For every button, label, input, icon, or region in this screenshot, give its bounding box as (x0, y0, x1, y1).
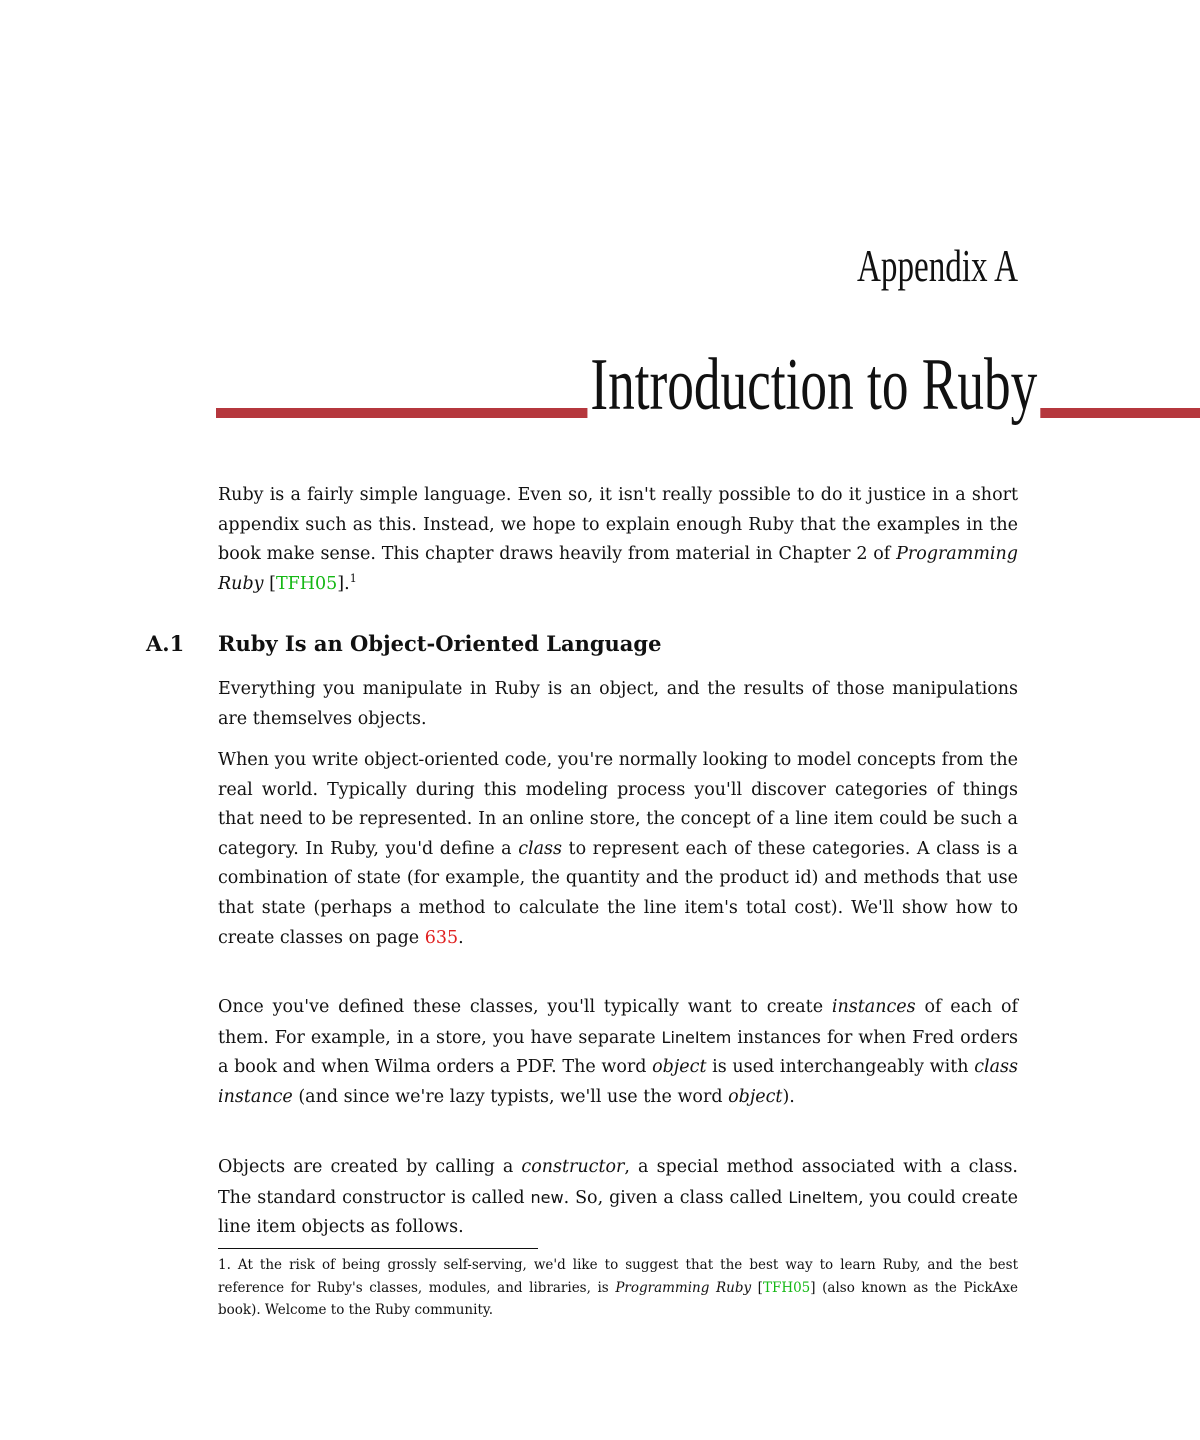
code-new: new (530, 1187, 564, 1207)
para3-text-e: (and since we're lazy typists, we'll use the word (292, 1086, 729, 1107)
paragraph-3 (218, 993, 1018, 1112)
intro-text: Ruby is a fairly simple language. Even so, it isn't really possible to do it justice in a short appendix such as this. Instead, we hope to explain enough Ruby that the examples in the book make sense. This chapter draws heavily from material in Chapter 2 of (218, 485, 1018, 565)
intro-bracket-close: ]. (337, 573, 350, 594)
para2-text-b: to represent each of these categories. A class is a combination of state (for example, the quantity and the product id) and methods that use that state (perhaps a method to calculate the line item's total cost). We'll show how to create classes on page (218, 838, 1018, 948)
para4-text-a: Objects are created by calling a (218, 1157, 522, 1177)
footnote-text-b: ] (also known as the PickAxe book). Welcome to the Ruby community. (218, 1279, 1018, 1318)
footnote-rule (218, 1248, 538, 1249)
chapter-title-text: Introduction to Ruby (587, 344, 1040, 426)
chapter-title (587, 340, 1038, 430)
para3-text-b: of each of them. For example, in a store, you have separate (218, 997, 1019, 1048)
footnote (218, 1254, 1018, 1322)
para2-text-c: . (458, 927, 464, 948)
section-heading (146, 628, 661, 660)
para3-italic-object2: object (728, 1086, 783, 1107)
para4-italic-constructor: constructor (521, 1157, 625, 1177)
para3-italic-object: object (652, 1057, 707, 1078)
appendix-label: Appendix A (857, 240, 1018, 291)
para3-text-c: instances for when Fred orders a book and when Wilma orders a PDF. The word (218, 1027, 1018, 1078)
para4-text-d: , you could create line item objects as follows. (218, 1187, 1018, 1238)
para3-text-d: is used interchangeably with (706, 1057, 975, 1078)
footnote-citation-link[interactable]: TFH05 (762, 1279, 811, 1296)
para4-text-c: . So, given a class called (563, 1187, 789, 1208)
para3-text-a: Once you've defined these classes, you'll typically want to create (218, 997, 832, 1017)
intro-bracket-open: [ (263, 573, 276, 594)
footnote-number: 1. (218, 1257, 231, 1273)
code-lineitem: LineItem (661, 1027, 732, 1047)
para2-text-a: When you write object-oriented code, you're normally looking to model concepts from the real world. Typically during this modeling process you'll discover categories of things that need to be represented. In an online store, the concept of a line item could be such a category. In Ruby, you'd define a (218, 750, 1018, 859)
paragraph-1: Everything you manipulate in Ruby is an object, and the results of those manipulations are themselves objects. (218, 679, 1018, 729)
section-number: A.1 (146, 631, 185, 656)
citation-link[interactable]: TFH05 (275, 573, 338, 594)
para3-italic-instances: instances (831, 997, 916, 1017)
footnote-text-a: At the risk of being grossly self-serving, we'd like to suggest that the best way to learn Ruby, and the best reference for Ruby's classes, modules, and libraries, is (218, 1257, 1018, 1296)
paragraph-2 (218, 746, 1018, 953)
para4-text-b: , a special method associated with a class. The standard constructor is called (218, 1157, 1018, 1208)
footnote-book-title: Programming Ruby (615, 1279, 752, 1296)
para2-italic-class: class (518, 838, 562, 859)
para3-text-f: ). (782, 1086, 795, 1107)
paragraph-4 (218, 1153, 1018, 1243)
footnote-marker[interactable]: 1 (349, 571, 357, 585)
page-reference-link[interactable]: 635 (424, 927, 459, 948)
code-lineitem-2: LineItem (788, 1187, 859, 1207)
para3-italic-class-instance: class instance (218, 1057, 1018, 1107)
footnote-bracket-open: [ (751, 1279, 763, 1296)
intro-book-title: Programming Ruby (218, 544, 1018, 594)
intro-paragraph (218, 481, 1018, 599)
section-title: Ruby Is an Object-Oriented Language (218, 631, 662, 656)
